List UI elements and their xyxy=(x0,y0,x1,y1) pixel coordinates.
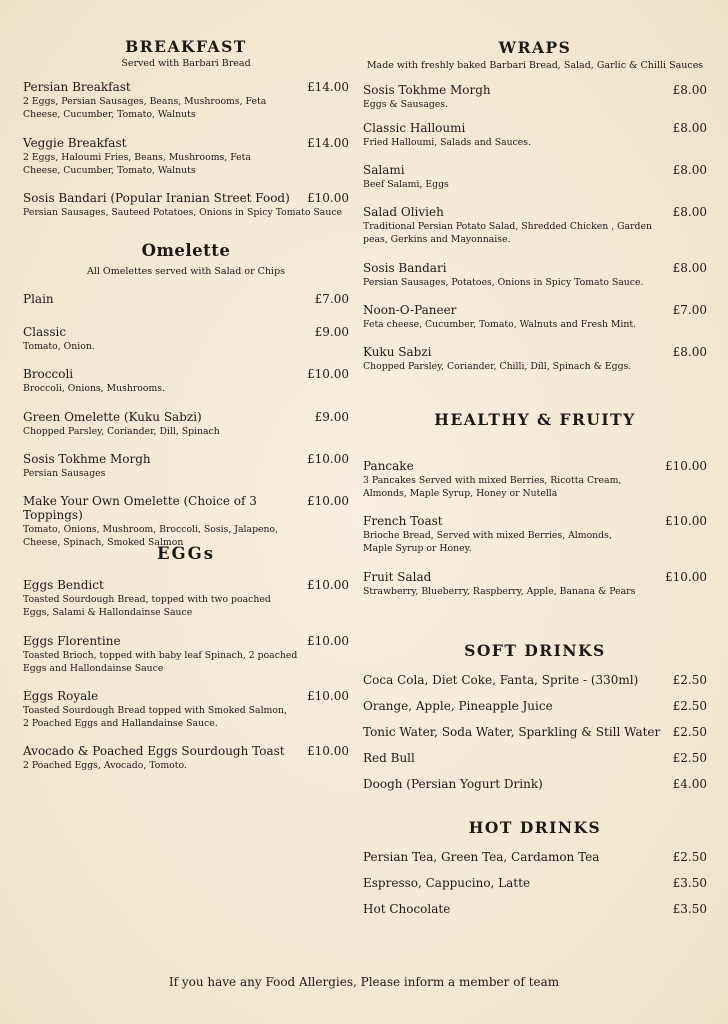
menu-item xyxy=(363,261,707,289)
item-name: Kuku Sabzi xyxy=(363,345,432,359)
wraps-subtitle: Made with freshly baked Barbari Bread, Salad, Garlic & Chilli Sauces xyxy=(366,60,704,71)
omelette-subtitle: All Omelettes served with Salad or Chips xyxy=(86,266,286,277)
item-price: £3.50 xyxy=(672,902,707,916)
item-name: Green Omelette (Kuku Sabzi) xyxy=(23,410,202,424)
drink-item xyxy=(363,673,707,687)
item-price: £8.00 xyxy=(672,83,707,97)
menu-item xyxy=(363,83,707,111)
item-name: Plain xyxy=(23,292,54,306)
menu-item xyxy=(363,121,707,149)
item-price: £10.00 xyxy=(307,689,349,703)
menu-item xyxy=(23,136,349,177)
item-name: Doogh (Persian Yogurt Drink) xyxy=(363,777,543,791)
item-name: Eggs Bendict xyxy=(23,578,104,592)
menu-item xyxy=(363,163,707,191)
item-price: £7.00 xyxy=(672,303,707,317)
item-name: French Toast xyxy=(363,514,443,528)
menu-item xyxy=(23,292,349,306)
item-name: Veggie Breakfast xyxy=(23,136,127,150)
item-name: Hot Chocolate xyxy=(363,902,451,916)
item-name: Salami xyxy=(363,163,405,177)
menu-item xyxy=(23,80,349,121)
item-desc: 3 Pancakes Served with mixed Berries, Ricotta Cream, Almonds, Maple Syrup, Honey or Nutella xyxy=(363,475,622,499)
item-price: £2.50 xyxy=(672,725,707,739)
breakfast-subtitle: Served with Barbari Bread xyxy=(121,58,251,69)
item-price: £10.00 xyxy=(307,452,349,466)
menu-item xyxy=(23,494,349,549)
item-desc: Tomato, Onion. xyxy=(23,341,95,352)
item-name: Classic Halloumi xyxy=(363,121,466,135)
drink-item xyxy=(363,699,707,713)
menu-item xyxy=(363,205,707,246)
item-desc: Traditional Persian Potato Salad, Shredded Chicken , Garden peas, Gerkins and Mayonnaise. xyxy=(363,221,652,245)
item-price: £10.00 xyxy=(307,191,349,205)
item-price: £10.00 xyxy=(665,459,707,473)
menu-item xyxy=(23,191,349,219)
item-name: Fruit Salad xyxy=(363,570,432,584)
item-name: Pancake xyxy=(363,459,414,473)
menu-item xyxy=(363,514,707,555)
menu-item xyxy=(363,570,707,598)
item-name: Sosis Tokhme Morgh xyxy=(363,83,491,97)
menu-item xyxy=(23,578,349,619)
item-price: £8.00 xyxy=(672,205,707,219)
item-name: Broccoli xyxy=(23,367,74,381)
item-price: £9.00 xyxy=(314,325,349,339)
item-price: £8.00 xyxy=(672,261,707,275)
drink-item xyxy=(363,876,707,890)
item-desc: Toasted Brioch, topped with baby leaf Spinach, 2 poached Eggs and Hallondainse Sauce xyxy=(23,650,298,674)
breakfast-title: BREAKFAST xyxy=(125,37,247,56)
item-price: £10.00 xyxy=(665,570,707,584)
item-price: £2.50 xyxy=(672,699,707,713)
item-price: £3.50 xyxy=(672,876,707,890)
item-price: £14.00 xyxy=(307,80,349,94)
item-name: Sosis Tokhme Morgh xyxy=(23,452,151,466)
item-price: £10.00 xyxy=(307,494,349,508)
menu-item xyxy=(23,367,349,395)
item-price: £14.00 xyxy=(307,136,349,150)
item-desc: 2 Eggs, Persian Sausages, Beans, Mushrooms, Feta Cheese, Cucumber, Tomato, Walnuts xyxy=(23,96,267,120)
item-name: Classic xyxy=(23,325,67,339)
menu-item xyxy=(23,689,349,730)
item-price: £8.00 xyxy=(672,163,707,177)
item-name: Red Bull xyxy=(363,751,415,765)
item-desc: Brioche Bread, Served with mixed Berries, Almonds, Maple Syrup or Honey. xyxy=(363,530,612,554)
item-name: Coca Cola, Diet Coke, Fanta, Sprite - (330ml) xyxy=(363,673,639,687)
hot-drinks-title: HOT DRINKS xyxy=(468,818,602,837)
item-price: £2.50 xyxy=(672,850,707,864)
item-desc: Beef Salami, Eggs xyxy=(363,179,449,190)
item-name: Sosis Bandari xyxy=(363,261,447,275)
item-desc: 2 Eggs, Haloumi Fries, Beans, Mushrooms, Feta Cheese, Cucumber, Tomato, Walnuts xyxy=(23,152,251,176)
drink-item xyxy=(363,902,707,916)
item-name: Noon-O-Paneer xyxy=(363,303,457,317)
item-desc: Chopped Parsley, Coriander, Dill, Spinach xyxy=(23,426,220,437)
item-price: £8.00 xyxy=(672,121,707,135)
drink-item xyxy=(363,850,707,864)
item-price: £2.50 xyxy=(672,673,707,687)
soft-drinks-title: SOFT DRINKS xyxy=(464,641,606,660)
item-name: Persian Tea, Green Tea, Cardamon Tea xyxy=(363,850,600,864)
menu-item xyxy=(23,410,349,438)
item-name: Salad Olivieh xyxy=(363,205,444,219)
item-price: £10.00 xyxy=(307,744,349,758)
item-name: Espresso, Cappucino, Latte xyxy=(363,876,531,890)
healthy-title: HEALTHY & FRUITY xyxy=(434,410,636,429)
menu-item xyxy=(23,452,349,480)
item-desc: Persian Sausages, Potatoes, Onions in Spicy Tomato Sauce. xyxy=(363,277,644,288)
item-desc: Eggs & Sausages. xyxy=(363,99,449,110)
drink-item xyxy=(363,777,707,791)
item-desc: Toasted Sourdough Bread topped with Smoked Salmon, 2 Poached Eggs and Hallandainse Sauce. xyxy=(23,705,287,729)
item-price: £9.00 xyxy=(314,410,349,424)
item-price: £4.00 xyxy=(672,777,707,791)
drink-item xyxy=(363,725,707,739)
item-desc: Toasted Sourdough Bread, topped with two poached Eggs, Salami & Hallondainse Sauce xyxy=(23,594,271,618)
menu-item xyxy=(363,345,707,373)
item-name: Eggs Florentine xyxy=(23,634,121,648)
item-desc: Feta cheese, Cucumber, Tomato, Walnuts and Fresh Mint. xyxy=(363,319,637,330)
item-desc: 2 Poached Eggs, Avocado, Tomoto. xyxy=(23,760,187,771)
item-price: £7.00 xyxy=(314,292,349,306)
item-desc: Fried Halloumi, Salads and Sauces. xyxy=(363,137,532,148)
menu-item xyxy=(23,325,349,353)
item-price: £8.00 xyxy=(672,345,707,359)
wraps-title: WRAPS xyxy=(498,38,572,57)
allergy-notice: If you have any Food Allergies, Please inform a member of team xyxy=(168,975,560,989)
item-desc: Broccoli, Onions, Mushrooms. xyxy=(23,383,166,394)
menu-item xyxy=(363,303,707,331)
eggs-title: EGGs xyxy=(156,544,216,563)
item-name: Eggs Royale xyxy=(23,689,99,703)
item-price: £10.00 xyxy=(307,634,349,648)
item-name: Sosis Bandari (Popular Iranian Street Food) xyxy=(23,191,290,205)
item-desc: Persian Sausages xyxy=(23,468,106,479)
item-price: £10.00 xyxy=(665,514,707,528)
item-price: £10.00 xyxy=(307,367,349,381)
item-desc: Strawberry, Blueberry, Raspberry, Apple, Banana & Pears xyxy=(363,586,636,597)
menu-item xyxy=(23,634,349,675)
item-name: Persian Breakfast xyxy=(23,80,131,94)
menu-item xyxy=(23,744,349,772)
omelette-title: Omelette xyxy=(141,241,231,260)
item-desc: Chopped Parsley, Coriander, Chilli, Dill, Spinach & Eggs. xyxy=(363,361,632,372)
menu-item xyxy=(363,459,707,500)
item-name: Make Your Own Omelette (Choice of 3 Toppings) xyxy=(23,494,257,522)
item-desc: Tomato, Onions, Mushroom, Broccoli, Sosis, Jalapeno, Cheese, Spinach, Smoked Salmon xyxy=(23,524,279,548)
item-name: Orange, Apple, Pineapple Juice xyxy=(363,699,553,713)
drink-item xyxy=(363,751,707,765)
item-name: Avocado & Poached Eggs Sourdough Toast xyxy=(23,744,285,758)
item-price: £10.00 xyxy=(307,578,349,592)
item-desc: Persian Sausages, Sauteed Potatoes, Onions in Spicy Tomato Sauce xyxy=(23,207,343,218)
item-name: Tonic Water, Soda Water, Sparkling & Still Water xyxy=(363,725,661,739)
item-price: £2.50 xyxy=(672,751,707,765)
